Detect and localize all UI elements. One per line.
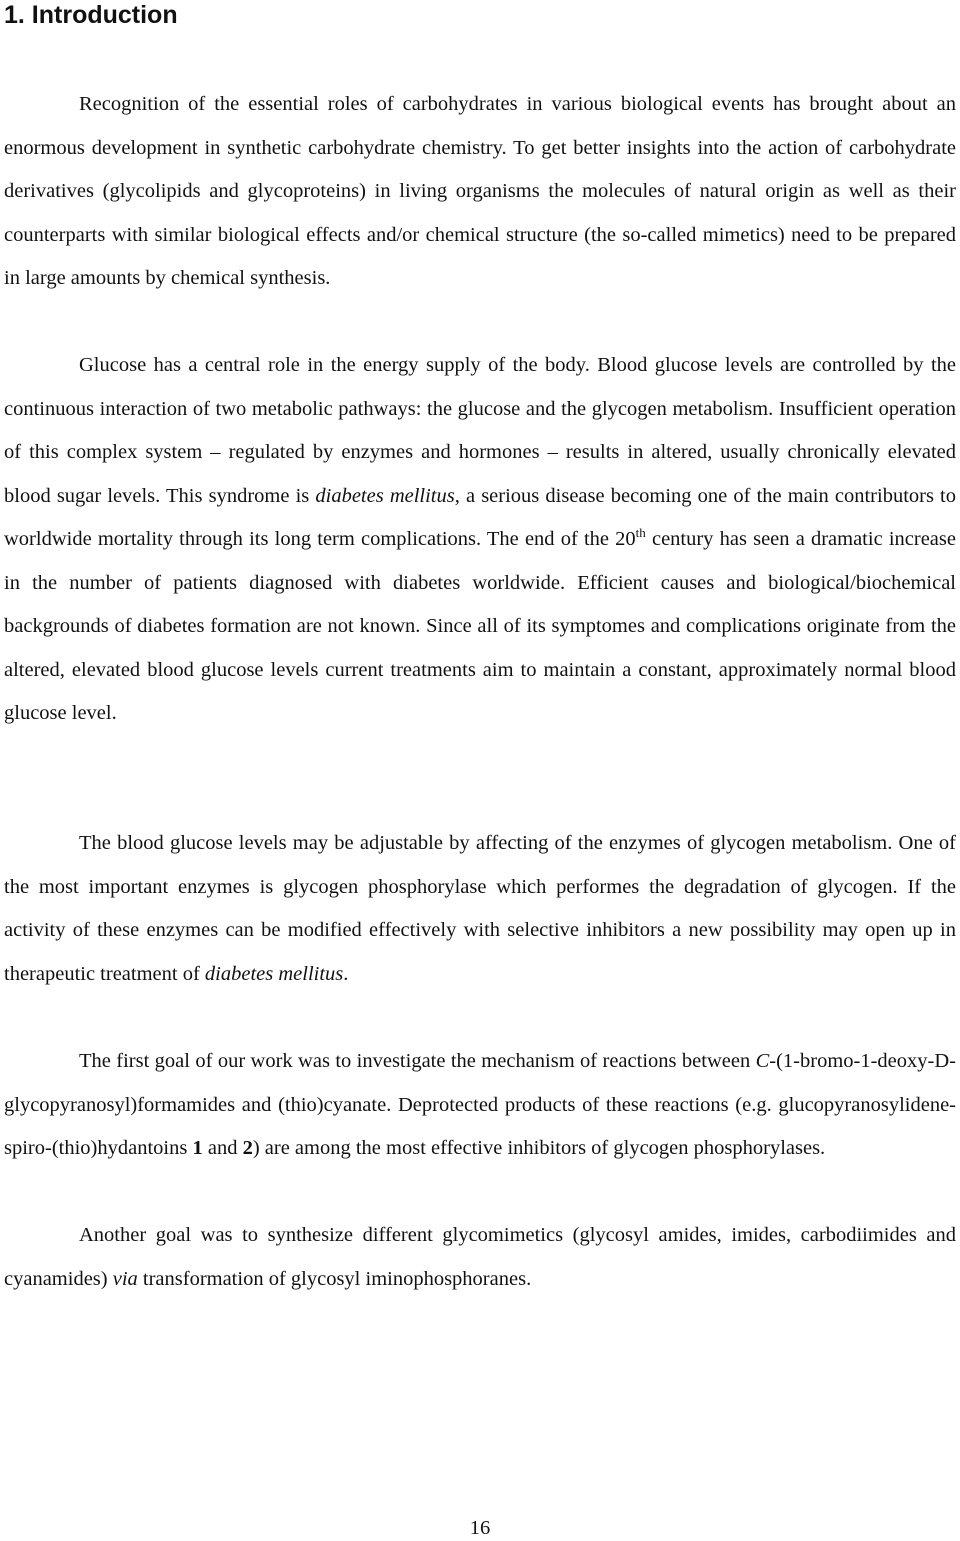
paragraph-4-text-d: ) are among the most effective inhibitors of glycogen phosphorylases. bbox=[252, 1137, 826, 1159]
page-number: 16 bbox=[469, 1517, 491, 1539]
paragraph-2-italic: diabetes mellitus bbox=[315, 484, 455, 507]
paragraph-4-text-a: The first goal of our work was to investigate the mechanism of reactions between bbox=[79, 1050, 756, 1072]
paragraph-3-text-b: . bbox=[343, 962, 349, 985]
paragraph-3 bbox=[4, 822, 956, 996]
paragraph-4 bbox=[4, 1040, 956, 1171]
paragraph-4-italic: C bbox=[755, 1050, 770, 1072]
paragraph-3-italic: diabetes mellitus bbox=[204, 962, 344, 985]
paragraph-5 bbox=[4, 1214, 956, 1301]
paragraph-2 bbox=[4, 344, 956, 736]
paragraph-5-text-a: Another goal was to synthesize different glycomimetics (glycosyl amides, imides, carbodiimides and cyanamides) bbox=[4, 1224, 956, 1290]
paragraph-5-italic: via bbox=[112, 1267, 138, 1290]
paragraph-2-text-a: Glucose has a central role in the energy supply of the body. Blood glucose levels are controlled by the continuous interaction of two metabolic pathways: the glucose and the glycogen metabolism. Insufficient operation of this complex system – regulated by enzymes and hormones – results in altered, usually chronically elevated blood sugar levels. This syndrome is bbox=[4, 354, 956, 507]
section-heading: 1. Introduction bbox=[4, 1, 178, 29]
paragraph-2-superscript: th bbox=[635, 525, 646, 540]
paragraph-2-text-b: , a serious disease becoming one of the main contributors to worldwide mortality through its long term complications. The end of the 20 bbox=[4, 484, 957, 550]
paragraph-4-text-b: -(1-bromo-1-deoxy-D-glycopyranosyl)formamides and (thio)cyanate. Deprotected products of these reactions (e.g. glucopyranosylidene-spiro-(thio)hydantoins bbox=[4, 1050, 956, 1159]
paragraph-4-text-c: and bbox=[202, 1137, 243, 1159]
compound-number-1: 1 bbox=[192, 1137, 203, 1159]
compound-number-2: 2 bbox=[242, 1137, 253, 1159]
paragraph-3-text-a: The blood glucose levels may be adjustable by affecting of the enzymes of glycogen metabolism. One of the most important enzymes is glycogen phosphorylase which performes the degradation of glycogen. If the activity of these enzymes can be modified effectively with selective inhibitors a new possibility may open up in therapeutic treatment of bbox=[4, 832, 956, 985]
paragraph-2-text-c: century has seen a dramatic increase in the number of patients diagnosed with diabetes worldwide. Efficient causes and biological/biochemical backgrounds of diabetes formation are not known. Since all of its symptomes and complications originate from the altered, elevated blood glucose levels current treatments aim to maintain a constant, approximately normal blood glucose level. bbox=[4, 528, 956, 724]
paragraph-5-text-b: transformation of glycosyl iminophosphoranes. bbox=[137, 1267, 532, 1290]
paragraph-1: Recognition of the essential roles of carbohydrates in various biological events has brought about an enormous development in synthetic carbohydrate chemistry. To get better insights into the action of carbohydrate derivatives (glycolipids and glycoproteins) in living organisms the molecules of natural origin as well as their counterparts with similar biological effects and/or chemical structure (the so-called mimetics) need to be prepared in large amounts by chemical synthesis. bbox=[4, 93, 956, 289]
